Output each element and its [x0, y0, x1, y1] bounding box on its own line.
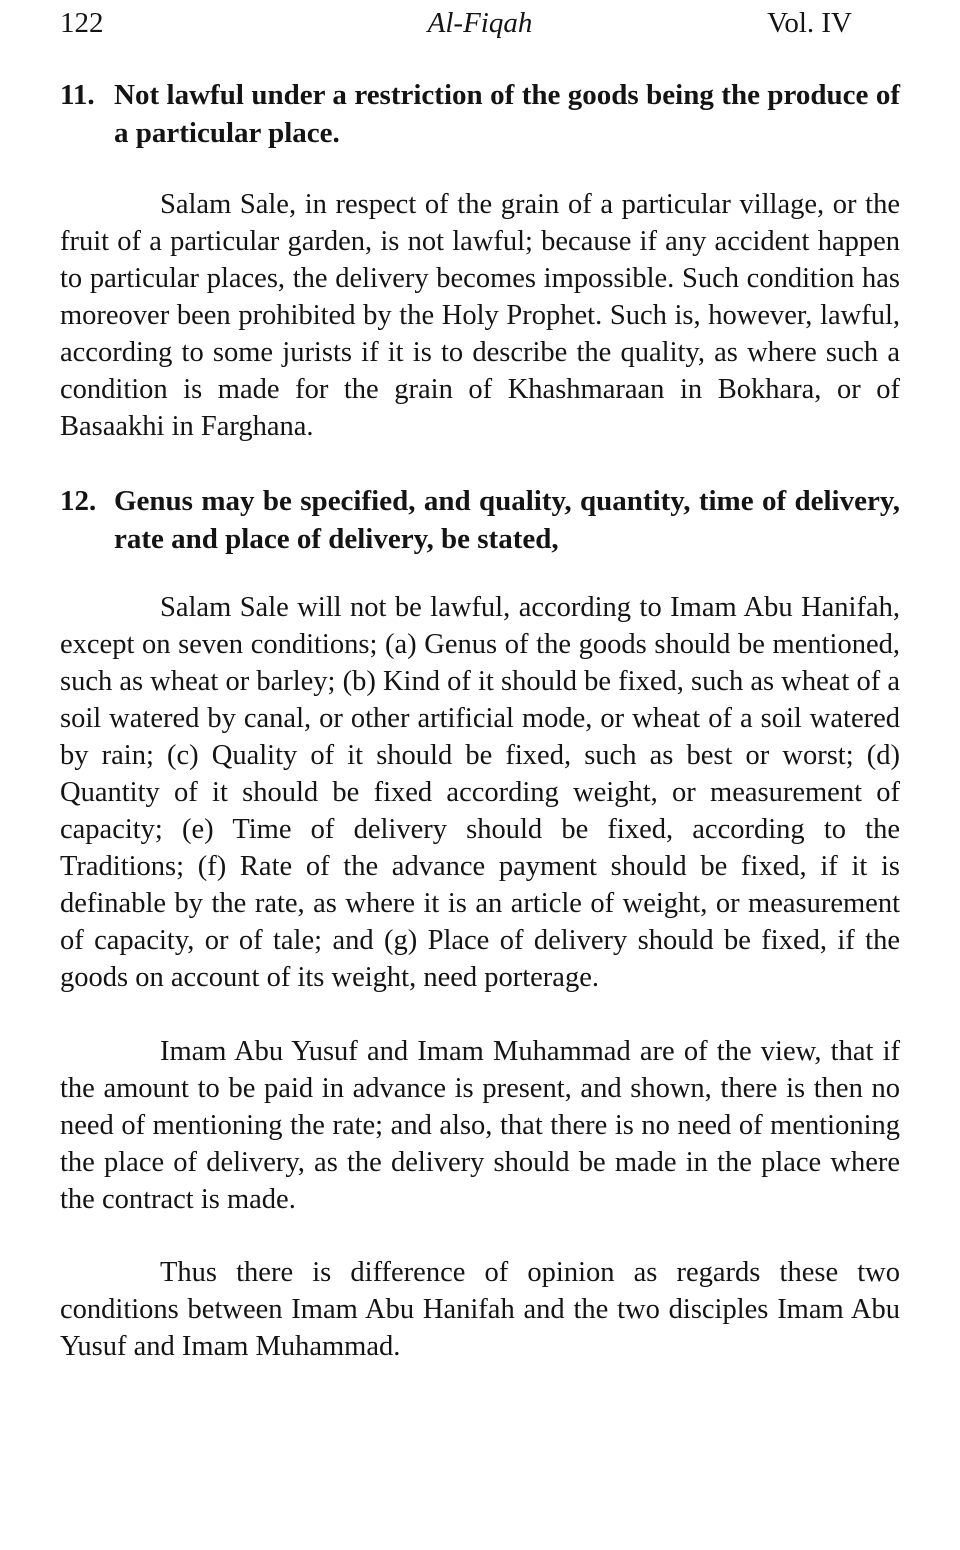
book-page: [60, 0, 900, 1365]
page-number: 122: [60, 7, 104, 39]
volume-label: Vol. IV: [767, 7, 852, 39]
section-number: 11.: [60, 79, 95, 111]
section-number: 12.: [60, 485, 97, 517]
body-paragraph: Salam Sale will not be lawful, according to Imam Abu Hanifah, except on seven conditions; (a) Genus of the goods should be mentioned, such as wheat or barley; (b) Kind of it should be fixed, such as wheat of a soil watered by canal, or other artificial mode, or wheat of a soil watered by rain; (c) Quality of it should be fixed, such as best or worst; (d) Quantity of it should be fixed according weight, or measurement of capacity; (e) Time of delivery should be fixed, according to the Traditions; (f) Rate of the advance payment should be fixed, if it is definable by the rate, as where it is an article of weight, or measurement of capacity, or of tale; and (g) Place of delivery should be fixed, if the goods on account of its weight, need porterage.: [60, 592, 900, 993]
section-heading-text: Not lawful under a restriction of the goods being the produce of a particular place.: [114, 79, 900, 149]
body-paragraph: Thus there is difference of opinion as regards these two conditions between Imam Abu Hanifah and the two disciples Imam Abu Yusuf and Imam Muhammad.: [60, 1257, 900, 1362]
body-paragraph: Salam Sale, in respect of the grain of a particular village, or the fruit of a particular garden, is not lawful; because if any accident happen to particular places, the delivery becomes impossible. Such condition has moreover been prohibited by the Holy Prophet. Such is, however, lawful, according to some jurists if it is to describe the quality, as where such a condition is made for the grain of Khashmaraan in Bokhara, or of Basaakhi in Farghana.: [60, 189, 900, 442]
section-heading-12: [60, 482, 900, 558]
book-title: Al-Fiqah: [427, 7, 533, 39]
section-heading-11: [60, 76, 900, 152]
running-header: [60, 0, 900, 46]
section-heading-text: Genus may be specified, and quality, quantity, time of delivery, rate and place of delivery, be stated,: [114, 485, 900, 555]
body-paragraph: Imam Abu Yusuf and Imam Muhammad are of the view, that if the amount to be paid in advance is present, and shown, there is then no need of mentioning the rate; and also, that there is no need of mentioning the place of delivery, as the delivery should be made in the place where the contract is made.: [60, 1036, 900, 1215]
